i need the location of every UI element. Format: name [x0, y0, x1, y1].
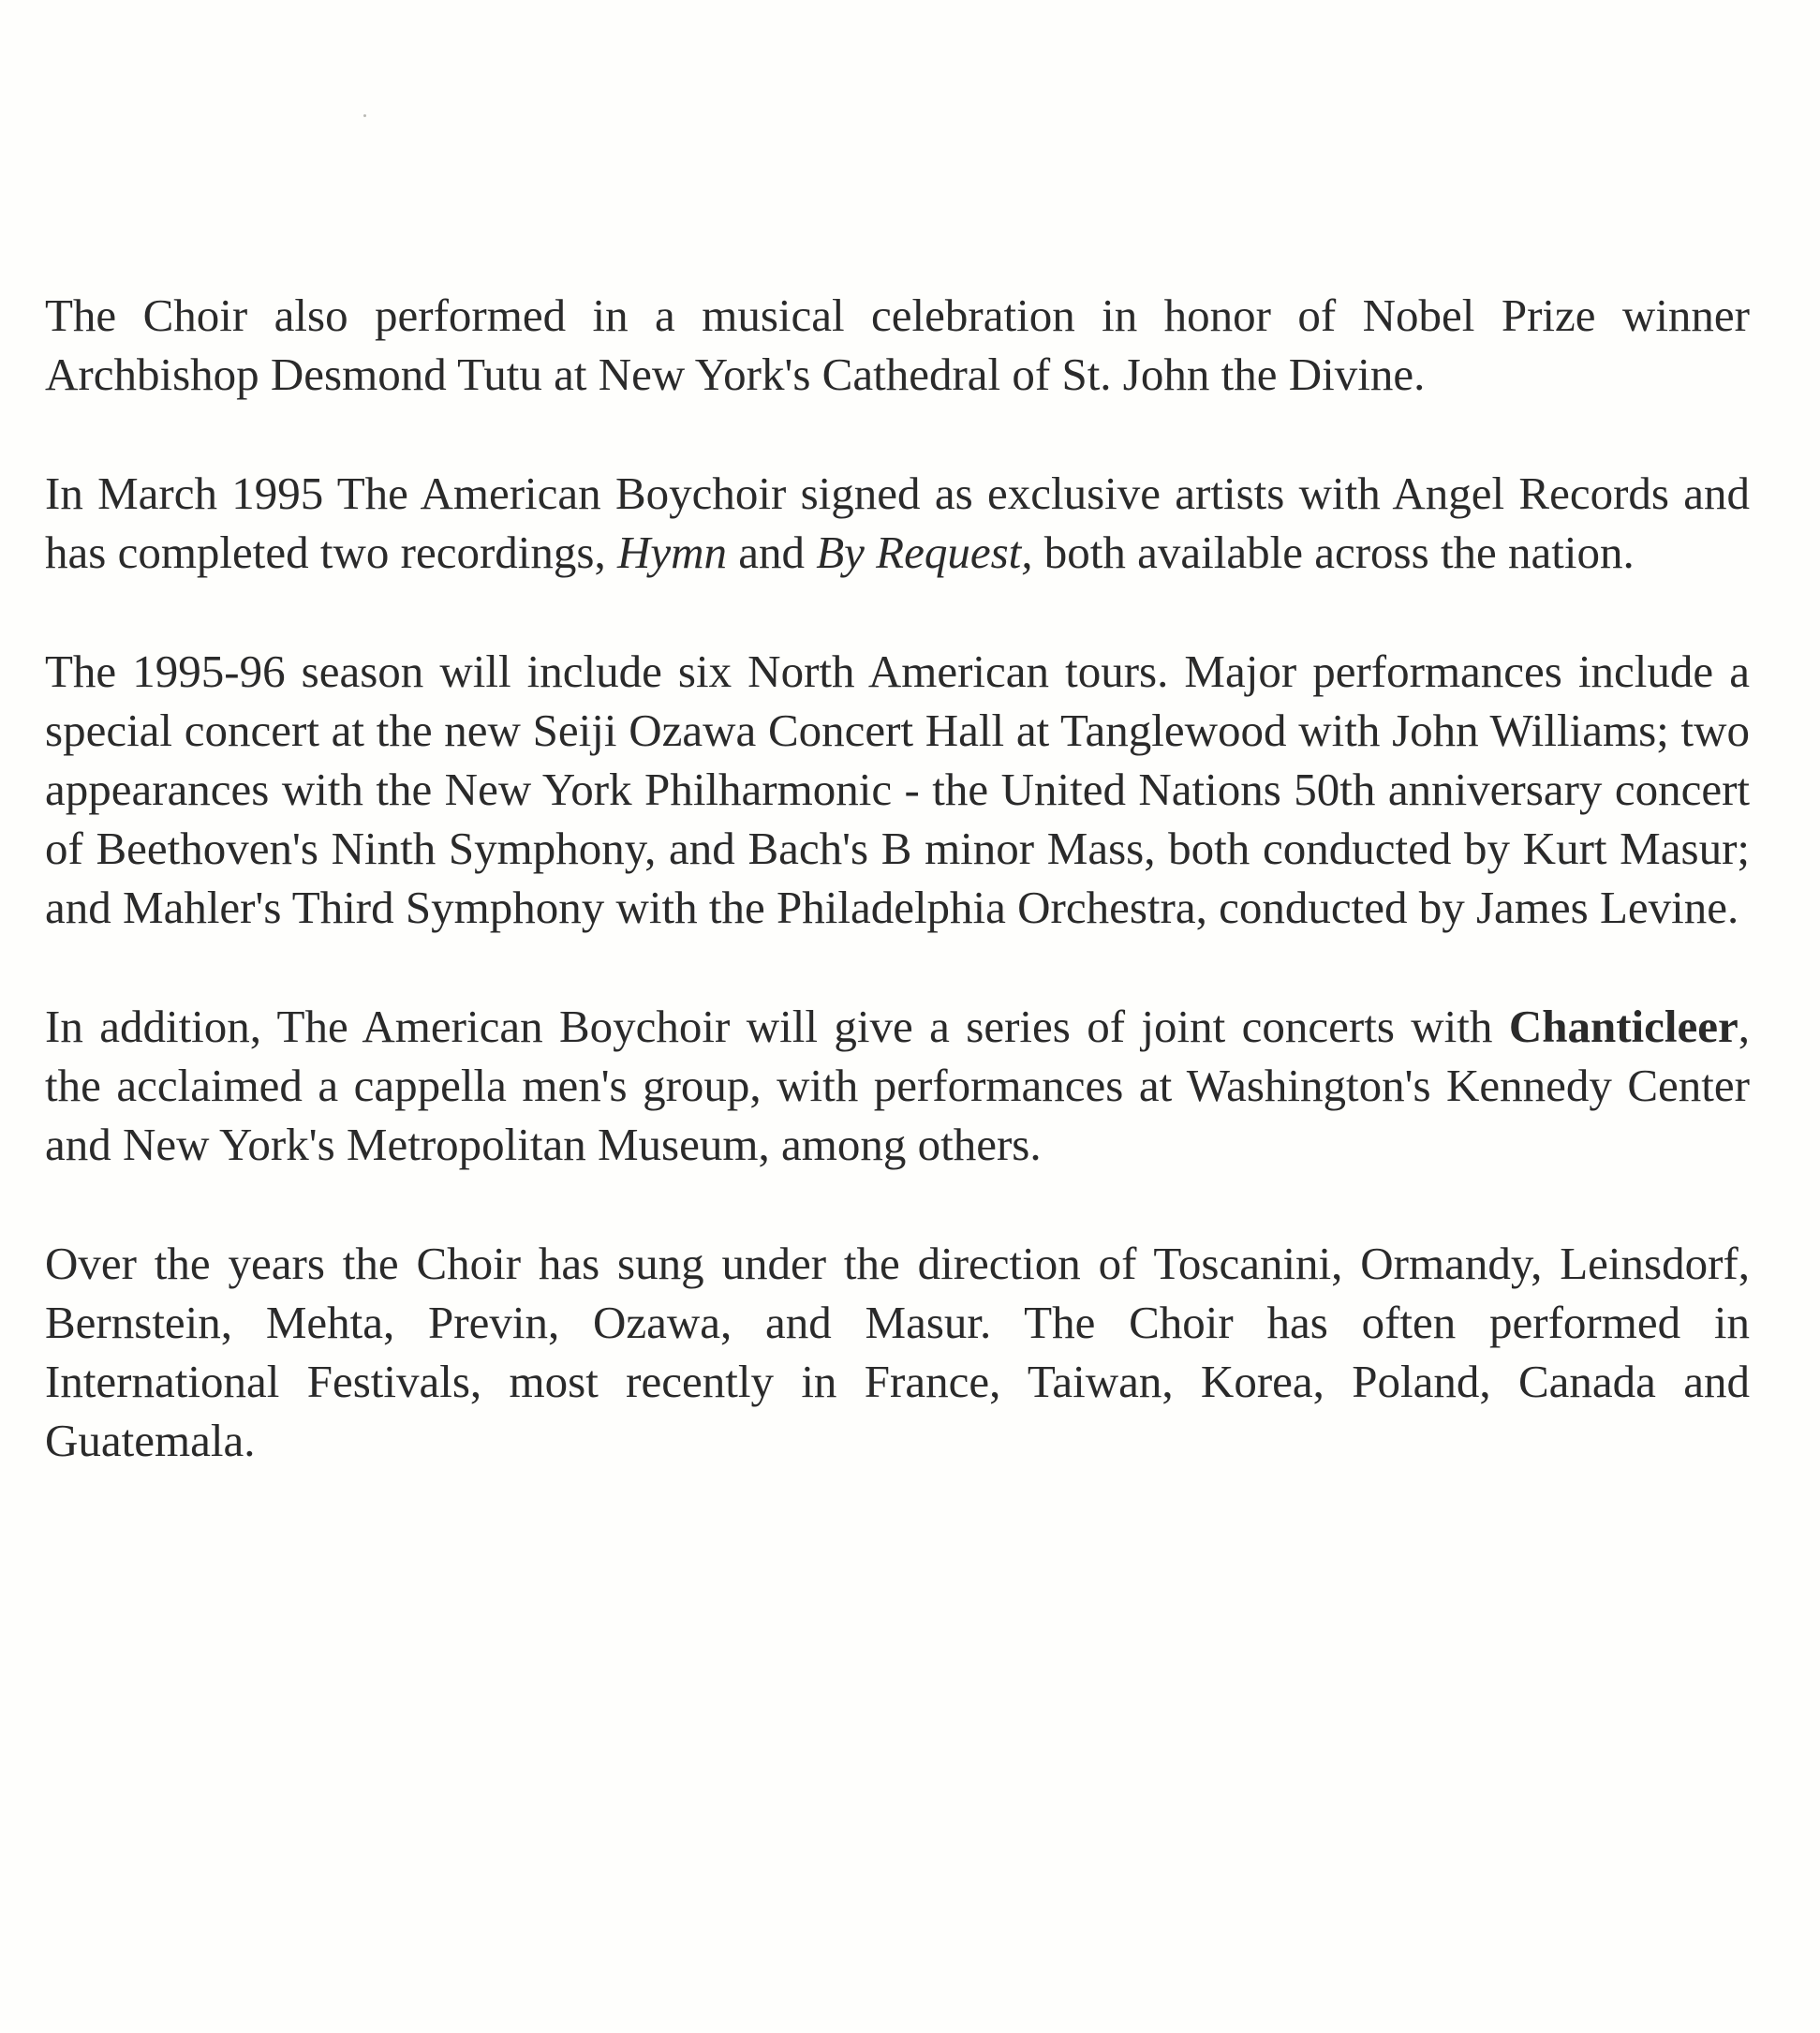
- paragraph-text-start: In addition, The American Boychoir will give a series of joint concerts with: [45, 1001, 1509, 1052]
- document-body: [45, 286, 1750, 1530]
- group-name-chanticleer: Chanticleer: [1508, 1001, 1739, 1052]
- paragraph-text-mid: and: [727, 527, 817, 578]
- paragraph-text: The 1995-96 season will include six North American tours. Major performances include a special concert at the new Seiji Ozawa Concert Hall at Tanglewood with John Williams; two appearances with the New York Philharmonic - the United Nations 50th anniversary concert of Beethoven's Ninth Symphony, and Bach's B minor Mass, both conducted by Kurt Masur; and Mahler's Third Symphony with the Philadelphia Orchestra, conducted by James Levine.: [45, 646, 1750, 933]
- paragraph-text: Over the years the Choir has sung under the direction of Toscanini, Ormandy, Leinsdorf, Bernstein, Mehta, Previn, Ozawa, and Masur. The Choir has often performed in International Festivals, most recently in France, Taiwan, Korea, Poland, Canada and Guatemala.: [45, 1238, 1750, 1466]
- paragraph-text-end: , the acclaimed a cappella men's group, with performances at Washington's Kennedy Center and New York's Metropolitan Museum, among others.: [45, 1001, 1750, 1170]
- paragraph-text-end: both available across the nation.: [1032, 527, 1635, 578]
- paragraph-1995-96-season: [45, 642, 1750, 937]
- recording-title-by-request: By Request,: [816, 527, 1033, 578]
- paragraph-text-start: In March 1995 The American Boychoir signed as exclusive artists with Angel Records and has completed two recordings,: [45, 467, 1750, 578]
- paragraph-angel-records: [45, 464, 1750, 582]
- paragraph-conductors-festivals: [45, 1234, 1750, 1470]
- recording-title-hymn: Hymn: [616, 527, 727, 578]
- paragraph-chanticleer-concerts: [45, 997, 1750, 1174]
- paragraph-text: The Choir also performed in a musical celebration in honor of Nobel Prize winner Archbishop Desmond Tutu at New York's Cathedral of St. John the Divine.: [45, 289, 1750, 400]
- scan-speck: [363, 114, 366, 117]
- paragraph-tutu-celebration: [45, 286, 1750, 404]
